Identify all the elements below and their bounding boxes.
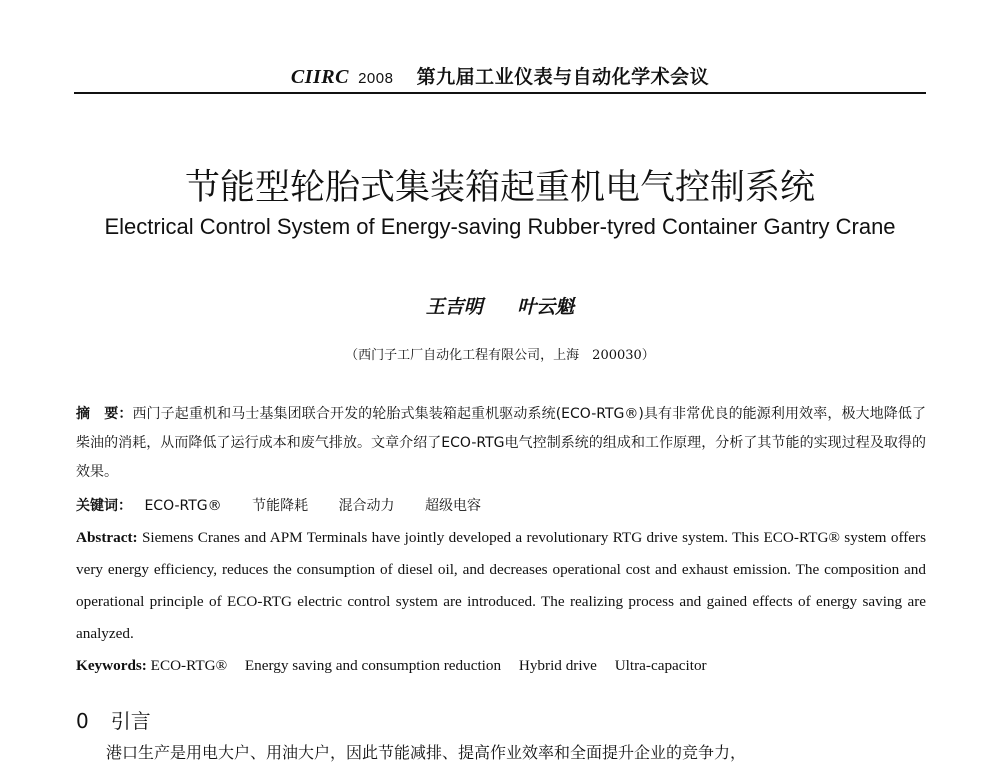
- title-chinese: 节能型轮胎式集装箱起重机电气控制系统: [184, 168, 815, 208]
- keyword-cn: 超级电容: [425, 498, 482, 514]
- keyword-en: ECO-RTG®: [150, 657, 228, 674]
- conference-year: 2008: [358, 70, 394, 87]
- keyword-cn: 节能降耗: [252, 498, 309, 514]
- abstract-english: [76, 522, 926, 650]
- abstract-english-label: Abstract:: [76, 529, 138, 546]
- abstract-chinese-text: 西门子起重机和马士基集团联合开发的轮胎式集装箱起重机驱动系统(ECO-RTG®)具有非常优良的能源利用效率，极大地降低了柴油的消耗，从而降低了运行成本和废气排放。文章介绍了ECO-RTG电气控制系统的组成和工作原理，分析了其节能的实现过程及取得的效果。: [76, 406, 926, 480]
- keyword-cn: 混合动力: [338, 498, 395, 514]
- keyword-en: Hybrid drive: [518, 657, 597, 674]
- keywords-english-label: Keywords:: [76, 657, 147, 674]
- section-number: 0: [76, 709, 89, 733]
- section-title: 引言: [110, 709, 151, 733]
- keywords-english: [76, 652, 926, 680]
- abstract-chinese-label: 摘 要：: [76, 406, 133, 422]
- running-header: [0, 62, 1000, 89]
- abstract-chinese: [76, 400, 926, 487]
- keywords-chinese: [76, 492, 926, 521]
- keyword-en: Energy saving and consumption reduction: [244, 657, 502, 674]
- title-english: Electrical Control System of Energy-saving Rubber-tyred Container Gantry Crane: [104, 214, 896, 239]
- section-heading: [76, 705, 151, 734]
- keywords-chinese-label: 关键词：: [76, 498, 132, 514]
- affiliation: （西门子工厂自动化工程有限公司，上海 200030）: [345, 348, 655, 363]
- body-paragraph: 港口生产是用电大户、用油大户，因此节能减排、提高作业效率和全面提升企业的竞争力，: [106, 743, 747, 762]
- conference-name: 第九届工业仪表与自动化学术会议: [416, 66, 710, 88]
- header-rule: [74, 92, 926, 94]
- keyword-cn: ECO-RTG®: [144, 498, 222, 514]
- keyword-en: Ultra-capacitor: [614, 657, 707, 674]
- abstract-english-text: Siemens Cranes and APM Terminals have jointly developed a revolutionary RTG drive system. This ECO-RTG® system offers very energy efficiency, reduces the consumption of diesel oil, and decreases operational cost and exhaust emission. The composition and operational principle of ECO-RTG electric control system are introduced. The realizing process and gained effects of energy saving are analyzed.: [76, 529, 927, 642]
- authors: 王吉明 叶云魁: [425, 296, 575, 318]
- conference-logo: CIIRC: [290, 66, 349, 88]
